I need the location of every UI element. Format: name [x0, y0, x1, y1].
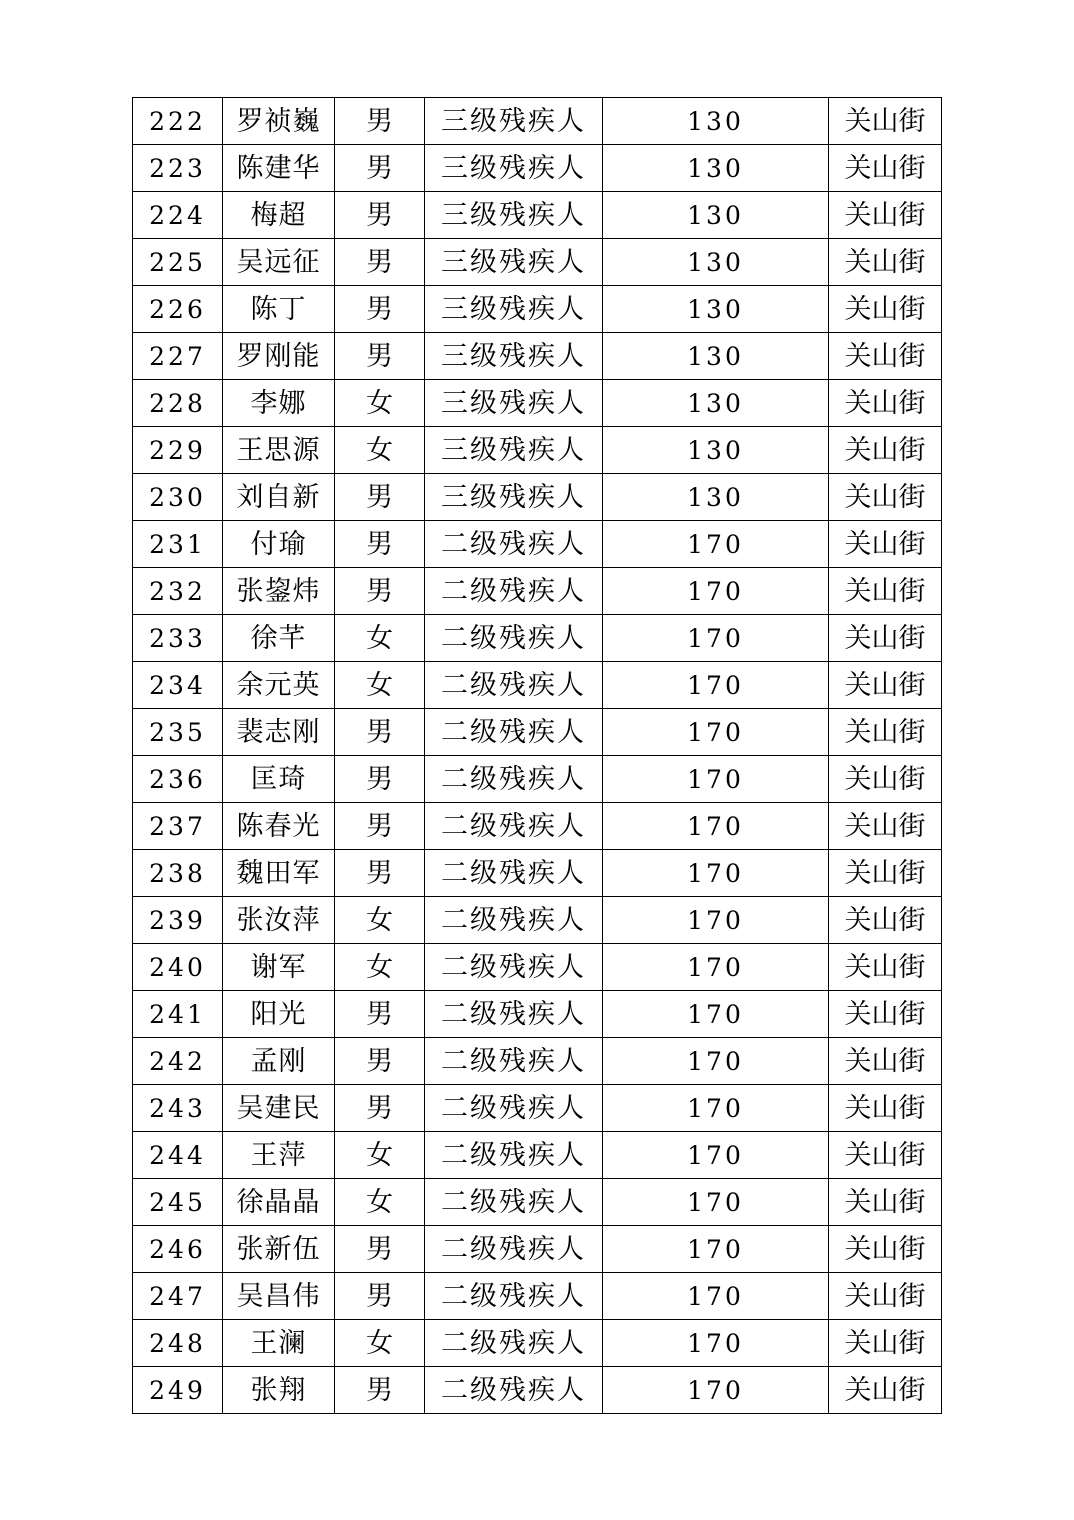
- disability-level-cell: 三级残疾人: [425, 474, 603, 521]
- disability-level-cell: 二级残疾人: [425, 568, 603, 615]
- disability-level-cell: 二级残疾人: [425, 897, 603, 944]
- row-number-cell: 248: [133, 1320, 223, 1367]
- disability-level-cell: 二级残疾人: [425, 1367, 603, 1414]
- street-cell: 关山街: [829, 709, 942, 756]
- street-cell: 关山街: [829, 1179, 942, 1226]
- name-cell: 王思源: [223, 427, 335, 474]
- amount-cell: 170: [603, 662, 829, 709]
- street-cell: 关山街: [829, 1273, 942, 1320]
- amount-cell: 170: [603, 709, 829, 756]
- street-cell: 关山街: [829, 427, 942, 474]
- disability-level-cell: 二级残疾人: [425, 662, 603, 709]
- disability-level-cell: 二级残疾人: [425, 1085, 603, 1132]
- amount-cell: 130: [603, 380, 829, 427]
- gender-cell: 男: [335, 991, 425, 1038]
- record-table: [132, 97, 942, 1414]
- amount-cell: 130: [603, 239, 829, 286]
- street-cell: 关山街: [829, 1367, 942, 1414]
- amount-cell: 170: [603, 850, 829, 897]
- street-cell: 关山街: [829, 756, 942, 803]
- street-cell: 关山街: [829, 1226, 942, 1273]
- gender-cell: 男: [335, 756, 425, 803]
- table-row: [133, 427, 942, 474]
- row-number-cell: 227: [133, 333, 223, 380]
- table-row: [133, 1226, 942, 1273]
- name-cell: 陈丁: [223, 286, 335, 333]
- disability-level-cell: 三级残疾人: [425, 427, 603, 474]
- row-number-cell: 247: [133, 1273, 223, 1320]
- row-number-cell: 235: [133, 709, 223, 756]
- gender-cell: 女: [335, 944, 425, 991]
- row-number-cell: 234: [133, 662, 223, 709]
- table-row: [133, 1273, 942, 1320]
- street-cell: 关山街: [829, 1038, 942, 1085]
- gender-cell: 男: [335, 1273, 425, 1320]
- row-number-cell: 243: [133, 1085, 223, 1132]
- gender-cell: 女: [335, 1179, 425, 1226]
- table-row: [133, 333, 942, 380]
- gender-cell: 女: [335, 380, 425, 427]
- gender-cell: 男: [335, 474, 425, 521]
- row-number-cell: 245: [133, 1179, 223, 1226]
- amount-cell: 130: [603, 474, 829, 521]
- row-number-cell: 238: [133, 850, 223, 897]
- table-row: [133, 944, 942, 991]
- table-row: [133, 615, 942, 662]
- street-cell: 关山街: [829, 803, 942, 850]
- street-cell: 关山街: [829, 380, 942, 427]
- gender-cell: 男: [335, 803, 425, 850]
- name-cell: 徐晶晶: [223, 1179, 335, 1226]
- street-cell: 关山街: [829, 145, 942, 192]
- row-number-cell: 225: [133, 239, 223, 286]
- gender-cell: 女: [335, 662, 425, 709]
- table-row: [133, 145, 942, 192]
- name-cell: 阳光: [223, 991, 335, 1038]
- gender-cell: 男: [335, 286, 425, 333]
- gender-cell: 女: [335, 897, 425, 944]
- name-cell: 李娜: [223, 380, 335, 427]
- row-number-cell: 237: [133, 803, 223, 850]
- table-row: [133, 286, 942, 333]
- name-cell: 张鋆炜: [223, 568, 335, 615]
- gender-cell: 男: [335, 1367, 425, 1414]
- disability-level-cell: 三级残疾人: [425, 333, 603, 380]
- street-cell: 关山街: [829, 474, 942, 521]
- gender-cell: 男: [335, 850, 425, 897]
- row-number-cell: 236: [133, 756, 223, 803]
- name-cell: 张汝萍: [223, 897, 335, 944]
- gender-cell: 女: [335, 615, 425, 662]
- row-number-cell: 246: [133, 1226, 223, 1273]
- gender-cell: 男: [335, 709, 425, 756]
- street-cell: 关山街: [829, 333, 942, 380]
- amount-cell: 170: [603, 1367, 829, 1414]
- name-cell: 余元英: [223, 662, 335, 709]
- name-cell: 付瑜: [223, 521, 335, 568]
- street-cell: 关山街: [829, 521, 942, 568]
- amount-cell: 170: [603, 756, 829, 803]
- row-number-cell: 226: [133, 286, 223, 333]
- amount-cell: 130: [603, 192, 829, 239]
- name-cell: 吴远征: [223, 239, 335, 286]
- name-cell: 吴昌伟: [223, 1273, 335, 1320]
- row-number-cell: 249: [133, 1367, 223, 1414]
- row-number-cell: 222: [133, 98, 223, 145]
- amount-cell: 130: [603, 98, 829, 145]
- amount-cell: 170: [603, 1226, 829, 1273]
- amount-cell: 170: [603, 944, 829, 991]
- disability-level-cell: 二级残疾人: [425, 1320, 603, 1367]
- name-cell: 王澜: [223, 1320, 335, 1367]
- table-row: [133, 803, 942, 850]
- street-cell: 关山街: [829, 1132, 942, 1179]
- amount-cell: 170: [603, 803, 829, 850]
- amount-cell: 170: [603, 568, 829, 615]
- amount-cell: 170: [603, 897, 829, 944]
- gender-cell: 男: [335, 568, 425, 615]
- table-row: [133, 991, 942, 1038]
- amount-cell: 170: [603, 1085, 829, 1132]
- amount-cell: 170: [603, 1038, 829, 1085]
- table-row: [133, 1085, 942, 1132]
- disability-level-cell: 二级残疾人: [425, 803, 603, 850]
- table-row: [133, 98, 942, 145]
- gender-cell: 男: [335, 333, 425, 380]
- table-row: [133, 521, 942, 568]
- amount-cell: 130: [603, 333, 829, 380]
- name-cell: 张新伍: [223, 1226, 335, 1273]
- disability-level-cell: 二级残疾人: [425, 991, 603, 1038]
- table-row: [133, 380, 942, 427]
- street-cell: 关山街: [829, 944, 942, 991]
- disability-level-cell: 二级残疾人: [425, 1273, 603, 1320]
- gender-cell: 男: [335, 1038, 425, 1085]
- disability-level-cell: 二级残疾人: [425, 944, 603, 991]
- gender-cell: 男: [335, 521, 425, 568]
- street-cell: 关山街: [829, 239, 942, 286]
- table-row: [133, 1132, 942, 1179]
- street-cell: 关山街: [829, 192, 942, 239]
- row-number-cell: 241: [133, 991, 223, 1038]
- disability-level-cell: 二级残疾人: [425, 521, 603, 568]
- street-cell: 关山街: [829, 1320, 942, 1367]
- name-cell: 陈春光: [223, 803, 335, 850]
- table-row: [133, 1038, 942, 1085]
- table-row: [133, 239, 942, 286]
- name-cell: 裴志刚: [223, 709, 335, 756]
- amount-cell: 170: [603, 1320, 829, 1367]
- disability-level-cell: 三级残疾人: [425, 239, 603, 286]
- row-number-cell: 232: [133, 568, 223, 615]
- table-row: [133, 192, 942, 239]
- name-cell: 魏田军: [223, 850, 335, 897]
- disability-level-cell: 三级残疾人: [425, 380, 603, 427]
- row-number-cell: 242: [133, 1038, 223, 1085]
- row-number-cell: 233: [133, 615, 223, 662]
- row-number-cell: 228: [133, 380, 223, 427]
- table-row: [133, 662, 942, 709]
- street-cell: 关山街: [829, 991, 942, 1038]
- row-number-cell: 244: [133, 1132, 223, 1179]
- row-number-cell: 239: [133, 897, 223, 944]
- gender-cell: 男: [335, 98, 425, 145]
- name-cell: 徐芊: [223, 615, 335, 662]
- disability-level-cell: 二级残疾人: [425, 1132, 603, 1179]
- disability-level-cell: 二级残疾人: [425, 1226, 603, 1273]
- row-number-cell: 231: [133, 521, 223, 568]
- gender-cell: 男: [335, 1085, 425, 1132]
- gender-cell: 男: [335, 1226, 425, 1273]
- street-cell: 关山街: [829, 662, 942, 709]
- street-cell: 关山街: [829, 897, 942, 944]
- gender-cell: 女: [335, 427, 425, 474]
- gender-cell: 女: [335, 1320, 425, 1367]
- street-cell: 关山街: [829, 850, 942, 897]
- amount-cell: 130: [603, 145, 829, 192]
- name-cell: 梅超: [223, 192, 335, 239]
- disability-level-cell: 二级残疾人: [425, 1179, 603, 1226]
- disability-level-cell: 三级残疾人: [425, 145, 603, 192]
- row-number-cell: 230: [133, 474, 223, 521]
- disability-level-cell: 三级残疾人: [425, 98, 603, 145]
- name-cell: 谢军: [223, 944, 335, 991]
- name-cell: 陈建华: [223, 145, 335, 192]
- table-row: [133, 756, 942, 803]
- street-cell: 关山街: [829, 568, 942, 615]
- row-number-cell: 240: [133, 944, 223, 991]
- amount-cell: 130: [603, 427, 829, 474]
- table-row: [133, 1320, 942, 1367]
- amount-cell: 170: [603, 1132, 829, 1179]
- row-number-cell: 229: [133, 427, 223, 474]
- street-cell: 关山街: [829, 286, 942, 333]
- amount-cell: 170: [603, 991, 829, 1038]
- disability-level-cell: 二级残疾人: [425, 756, 603, 803]
- disability-level-cell: 二级残疾人: [425, 850, 603, 897]
- street-cell: 关山街: [829, 1085, 942, 1132]
- table-row: [133, 850, 942, 897]
- gender-cell: 男: [335, 192, 425, 239]
- name-cell: 张翔: [223, 1367, 335, 1414]
- table-row: [133, 709, 942, 756]
- table-row: [133, 897, 942, 944]
- table-body: [133, 98, 942, 1414]
- table-row: [133, 568, 942, 615]
- gender-cell: 男: [335, 145, 425, 192]
- name-cell: 吴建民: [223, 1085, 335, 1132]
- amount-cell: 170: [603, 1273, 829, 1320]
- name-cell: 王萍: [223, 1132, 335, 1179]
- disability-level-cell: 二级残疾人: [425, 615, 603, 662]
- gender-cell: 女: [335, 1132, 425, 1179]
- table-row: [133, 474, 942, 521]
- name-cell: 孟刚: [223, 1038, 335, 1085]
- amount-cell: 130: [603, 286, 829, 333]
- gender-cell: 男: [335, 239, 425, 286]
- table-row: [133, 1179, 942, 1226]
- disability-level-cell: 三级残疾人: [425, 286, 603, 333]
- amount-cell: 170: [603, 1179, 829, 1226]
- street-cell: 关山街: [829, 615, 942, 662]
- name-cell: 罗刚能: [223, 333, 335, 380]
- name-cell: 罗祯巍: [223, 98, 335, 145]
- row-number-cell: 223: [133, 145, 223, 192]
- name-cell: 匡琦: [223, 756, 335, 803]
- amount-cell: 170: [603, 521, 829, 568]
- disability-level-cell: 二级残疾人: [425, 709, 603, 756]
- table-row: [133, 1367, 942, 1414]
- row-number-cell: 224: [133, 192, 223, 239]
- amount-cell: 170: [603, 615, 829, 662]
- disability-level-cell: 三级残疾人: [425, 192, 603, 239]
- disability-level-cell: 二级残疾人: [425, 1038, 603, 1085]
- street-cell: 关山街: [829, 98, 942, 145]
- name-cell: 刘自新: [223, 474, 335, 521]
